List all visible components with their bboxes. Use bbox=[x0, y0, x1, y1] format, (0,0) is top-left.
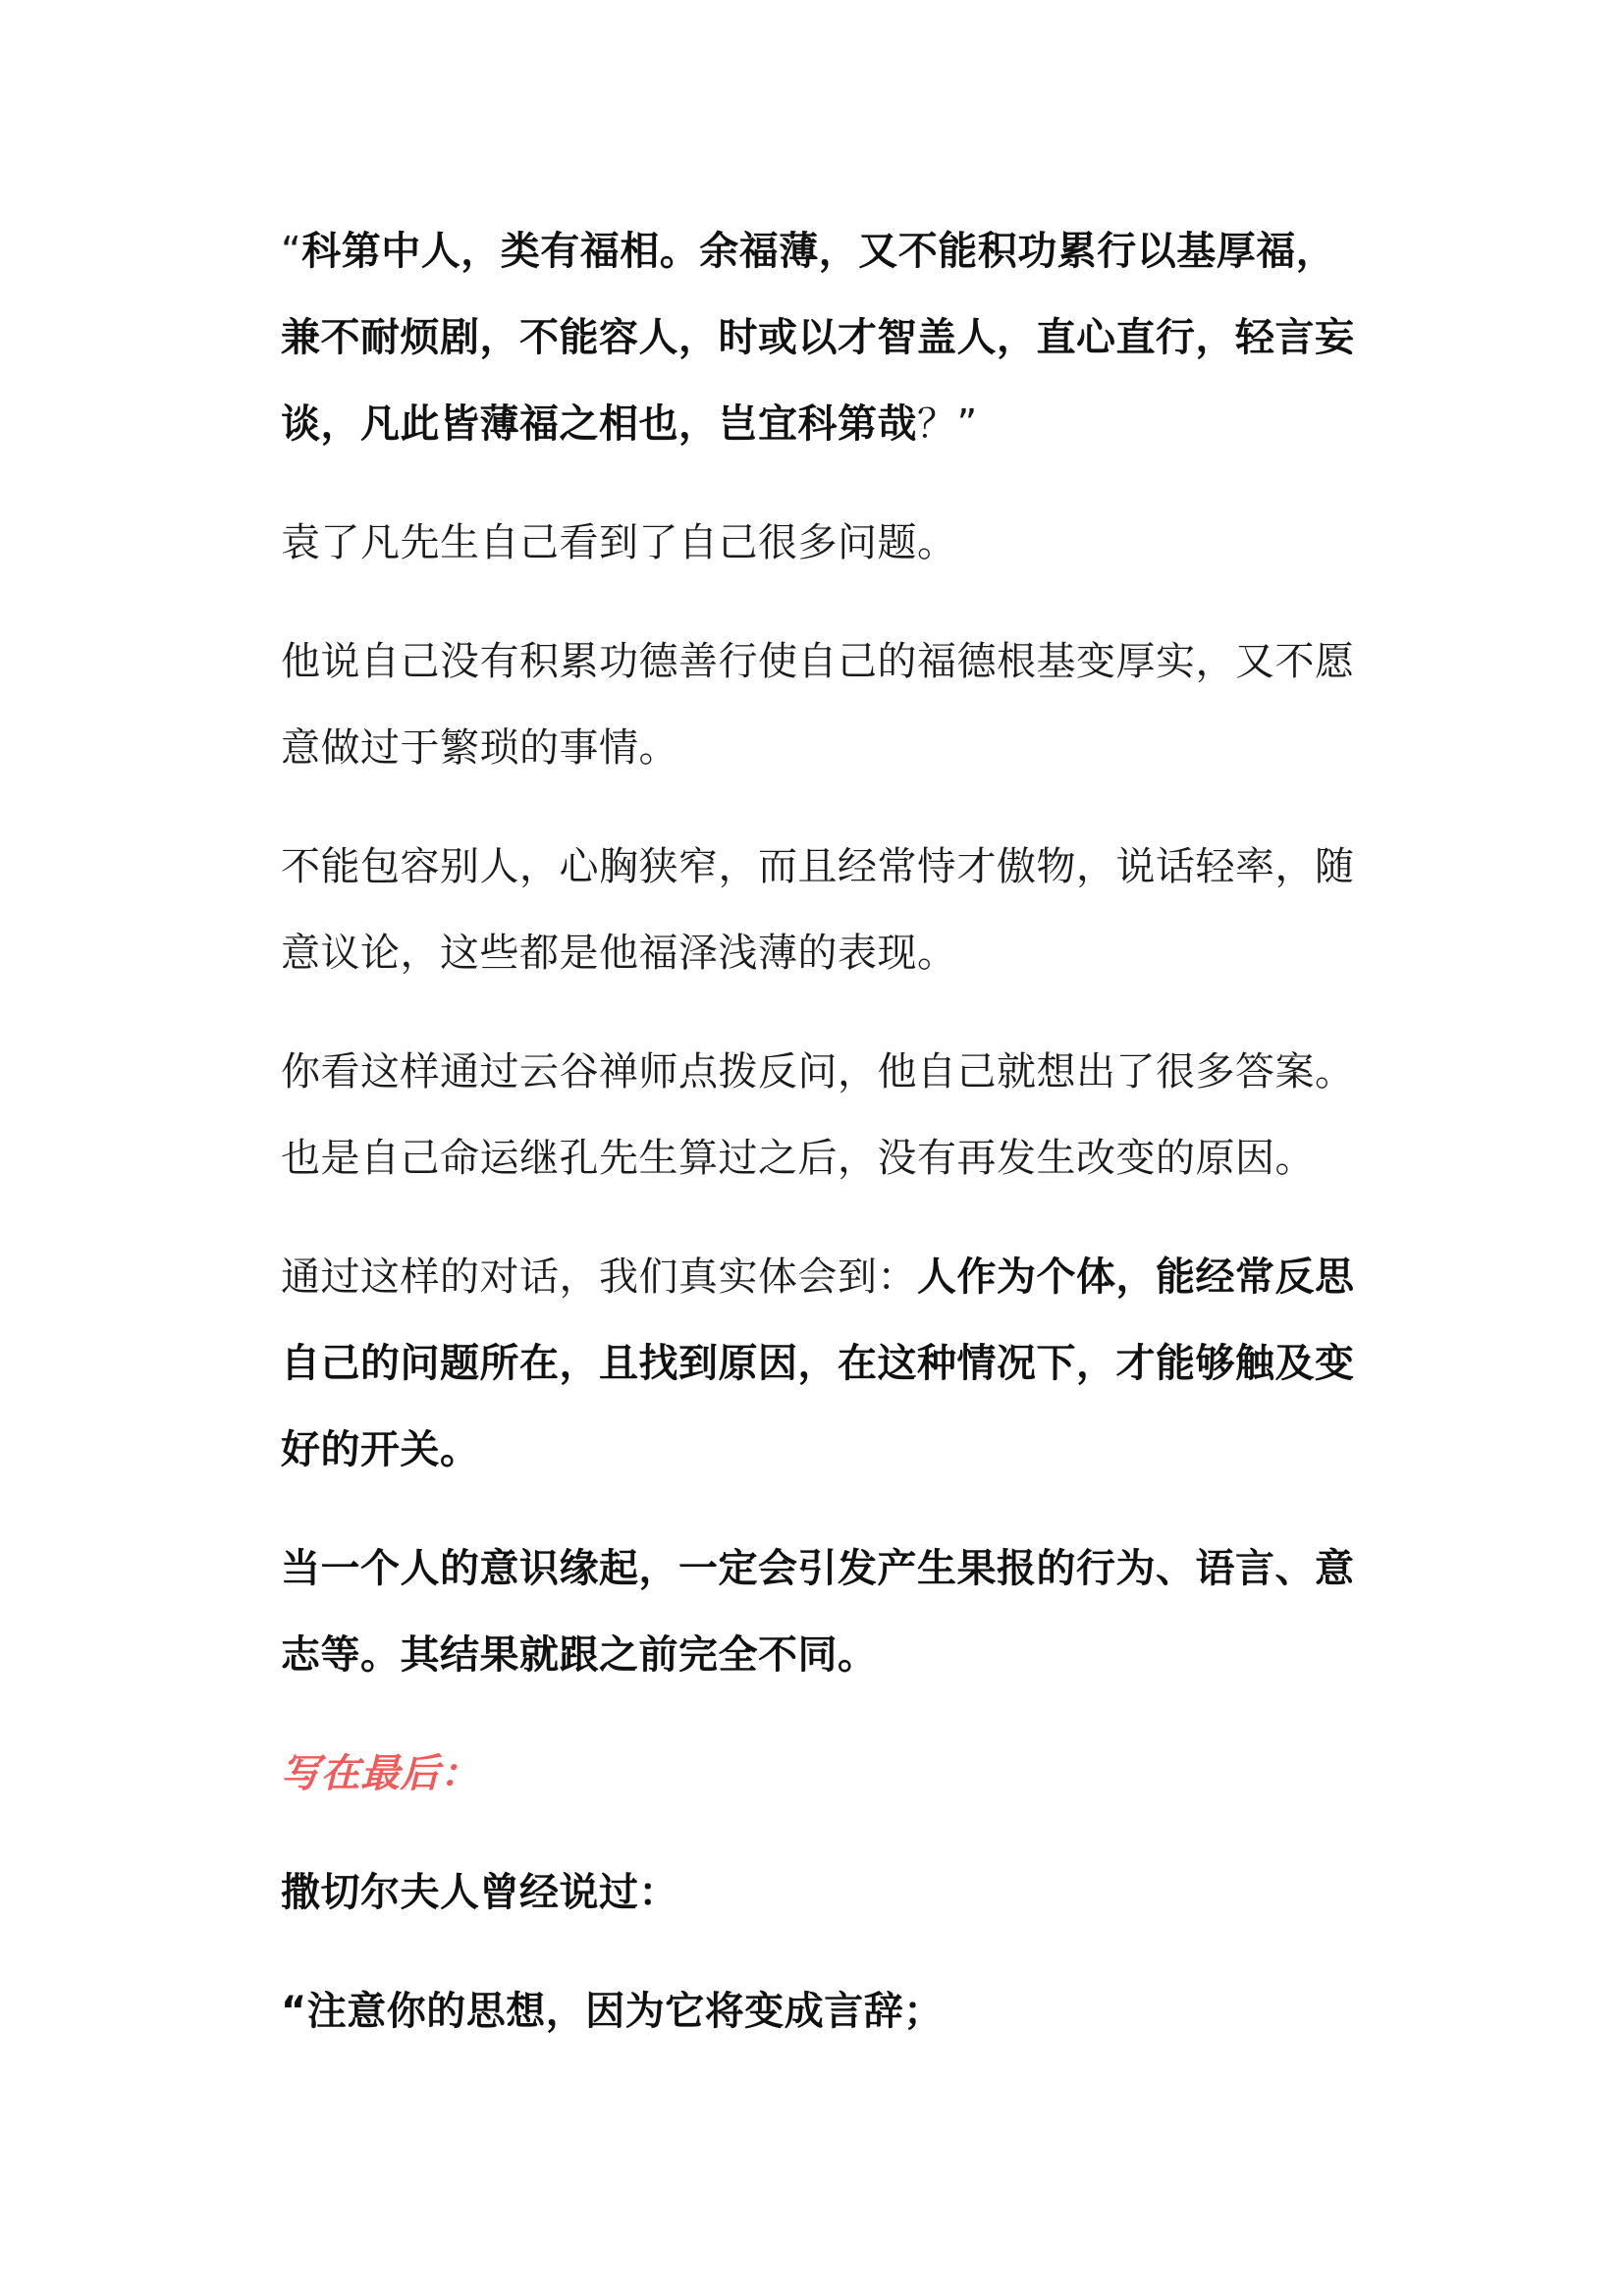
paragraph-6: 当一个人的意识缘起，一定会引发产生果报的行为、语言、意志等。其结果就跟之前完全不同。 bbox=[281, 1546, 1355, 1678]
paragraph-1: 袁了凡先生自己看到了自己很多问题。 bbox=[281, 520, 957, 565]
quote-close-mark: ？” bbox=[917, 401, 978, 447]
opening-quote bbox=[281, 208, 1361, 467]
thatcher-quote-start: “注意你的思想，因为它将变成言辞； bbox=[281, 1989, 944, 2034]
paragraph-4: 你看这样通过云谷禅师点拨反问，他自己就想出了很多答案。也是自己命运继孔先生算过之后，没有再发生改变的原因。 bbox=[281, 1049, 1355, 1181]
paragraph-5 bbox=[281, 1234, 1361, 1493]
paragraph-5-intro: 通过这样的对话，我们真实体会到： bbox=[281, 1255, 917, 1300]
paragraph-5-emphasis: 人作为个体，能经常反思自己的问题所在，且找到原因，在这种情况下，才能够触及变好的开关。 bbox=[281, 1255, 1355, 1472]
section-heading: 写在最后： bbox=[281, 1751, 480, 1796]
document-body bbox=[281, 208, 1361, 2087]
quote-open-mark: “ bbox=[281, 229, 302, 274]
paragraph-3: 不能包容别人，心胸狭窄，而且经常恃才傲物，说话轻率，随意议论，这些都是他福泽浅薄的表现。 bbox=[281, 844, 1355, 976]
section-intro: 撒切尔夫人曾经说过： bbox=[281, 1870, 678, 1915]
quote-text: 科第中人，类有福相。余福薄，又不能积功累行以基厚福，兼不耐烦剧，不能容人，时或以才智盖人，直心直行，轻言妄谈，凡此皆薄福之相也，岂宜科第哉 bbox=[281, 229, 1355, 447]
paragraph-2: 他说自己没有积累功德善行使自己的福德根基变厚实，又不愿意做过于繁琐的事情。 bbox=[281, 639, 1355, 771]
